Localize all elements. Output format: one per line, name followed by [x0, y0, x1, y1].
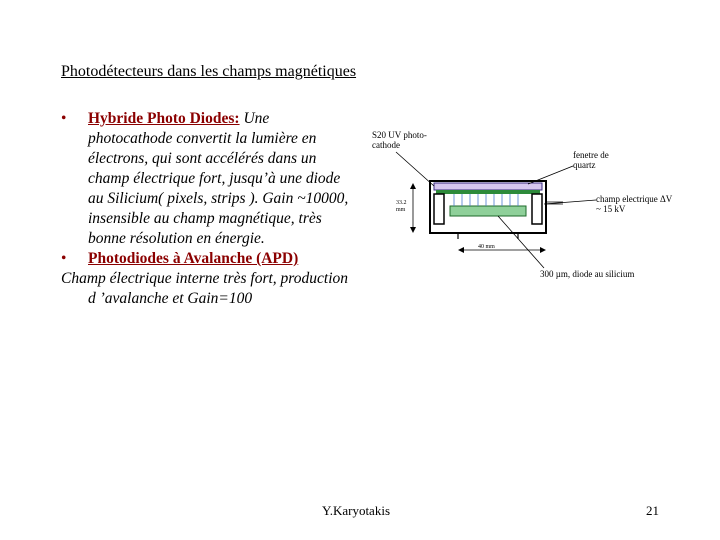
electrode-right [532, 194, 542, 224]
quartz-window [434, 183, 542, 190]
label-quartz-window: fenetre de quartz [573, 150, 609, 170]
bullet-item-hpd [61, 109, 351, 249]
label-electric-field: champ electrique ΔV ~ 15 kV [596, 194, 673, 214]
window-pointer [528, 166, 573, 184]
bullet-marker: • [61, 110, 67, 127]
bullet-text-hpd: Une photocathode convertit la lumière en électrons, qui sont accélérés dans un champ électrique fort, jusqu’à une diode au Silicium( pixels, strips ). Gain ~10000, insensible au champ magnétique, très bonne résolution en énergie. [88, 110, 349, 247]
photocathode-pointer [396, 152, 434, 186]
field-lines [454, 194, 518, 206]
slide-content [61, 109, 351, 309]
bullet-item-apd [61, 249, 351, 269]
bullet-marker: • [61, 250, 67, 267]
bullet-heading-apd: Photodiodes à Avalanche (APD) [88, 250, 299, 267]
photocathode-layer [436, 190, 540, 194]
slide-title: Photodétecteurs dans les champs magnétiques [61, 63, 357, 80]
electrode-left [434, 194, 444, 224]
hpd-diagram [368, 128, 678, 283]
footer-author: Y.Karyotakis [322, 503, 391, 518]
label-width: 40 mm [478, 244, 495, 250]
label-silicon-diode: 300 µm, diode au silicium [540, 269, 635, 279]
page-number: 21 [646, 503, 659, 518]
label-photocathode: S20 UV photo-cathode [372, 130, 427, 150]
label-height: 33.2 mm [396, 200, 407, 213]
silicon-diode [450, 206, 526, 216]
apd-description: Champ électrique interne très fort, production d ’avalanche et Gain=100 [61, 270, 348, 307]
bullet-heading-hpd: Hybride Photo Diodes: [88, 110, 240, 127]
